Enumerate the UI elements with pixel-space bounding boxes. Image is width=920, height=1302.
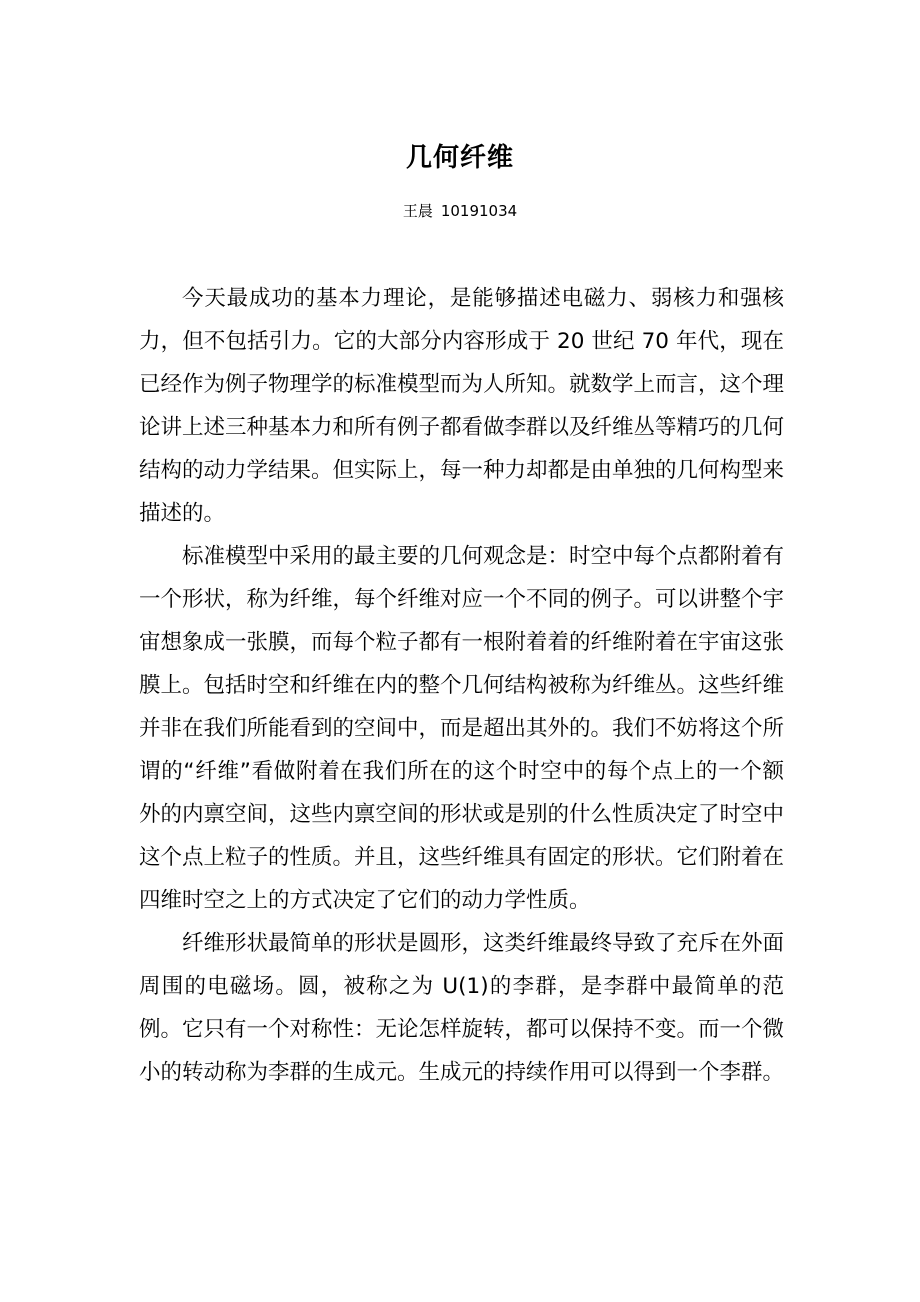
document-title: 几何纤维: [405, 143, 514, 173]
paragraph-1: 今天最成功的基本力理论，是能够描述电磁力、弱核力和强核力，但不包括引力。它的大部分内容形成于 20 世纪 70 年代，现在已经作为例子物理学的标准模型而为人所知。就数学上而言，这个理论讲上述三种基本力和所有例子都看做李群以及纤维丛等精巧的几何结构的动力学结果。但实际上，每一种力却都是由单独的几何构型来描述的。: [139, 286, 785, 526]
paragraph-2: 标准模型中采用的最主要的几何观念是：时空中每个点都附着有一个形状，称为纤维，每个纤维对应一个不同的例子。可以讲整个宇宙想象成一张膜，而每个粒子都有一根附着着的纤维附着在宇宙这张膜上。包括时空和纤维在内的整个几何结构被称为纤维丛。这些纤维并非在我们所能看到的空间中，而是超出其外的。我们不妨将这个所谓的“纤维”看做附着在我们所在的这个时空中的每个点上的一个额外的内禀空间，这些内禀空间的形状或是别的什么性质决定了时空中这个点上粒子的性质。并且，这些纤维具有固定的形状。它们附着在四维时空之上的方式决定了它们的动力学性质。: [139, 544, 785, 913]
author-line: [0, 200, 920, 222]
document-body: [139, 277, 784, 1094]
author-id: 10191034: [440, 202, 518, 220]
paragraph-3: 纤维形状最简单的形状是圆形，这类纤维最终导致了充斥在外面周围的电磁场。圆，被称之为 U(1)的李群，是李群中最简单的范例。它只有一个对称性：无论怎样旋转，都可以保持不变。而一个微小的转动称为李群的生成元。生成元的持续作用可以得到一个李群。: [139, 931, 785, 1085]
author-name: 王晨: [402, 202, 433, 220]
